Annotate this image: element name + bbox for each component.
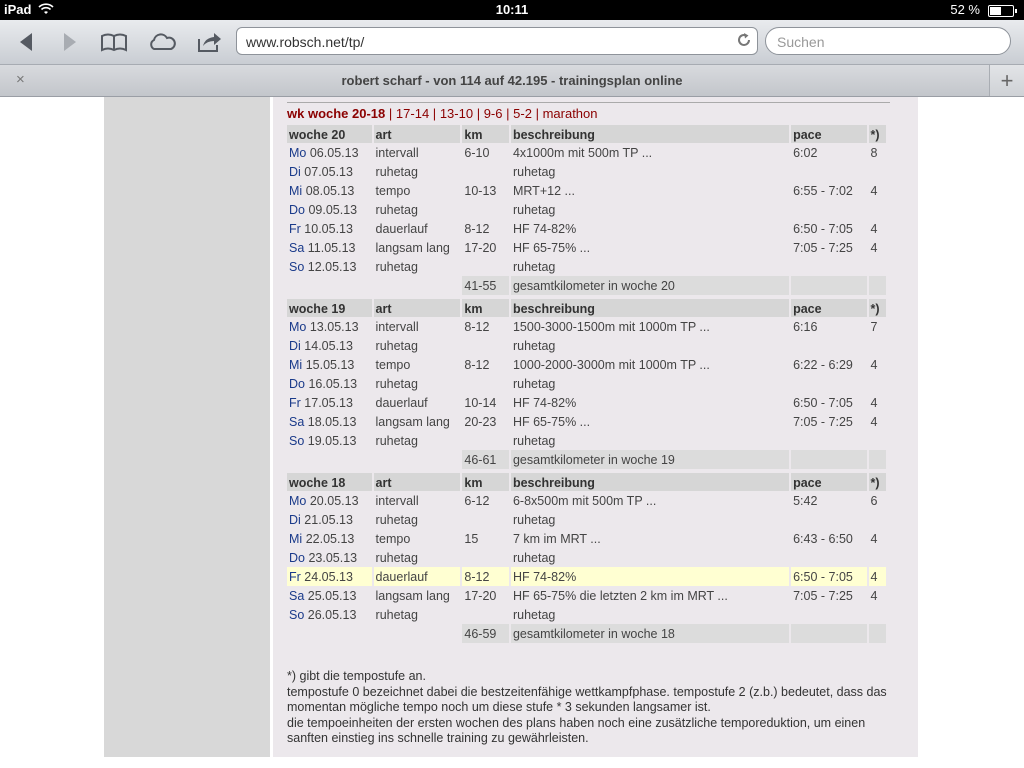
nav-link[interactable]: 13-10 bbox=[439, 106, 474, 121]
pace-cell: 6:55 - 7:02 bbox=[793, 184, 853, 198]
column-header: woche 20 bbox=[287, 125, 372, 143]
date-cell bbox=[287, 605, 372, 624]
description-cell: 1500-3000-1500m mit 1000m TP ... bbox=[512, 320, 710, 334]
footnotes bbox=[287, 669, 890, 747]
table-row[interactable] bbox=[287, 238, 886, 257]
tempo-level-cell bbox=[869, 548, 886, 567]
bookmarks-icon[interactable] bbox=[98, 28, 130, 56]
column-header: km bbox=[462, 473, 509, 491]
week-header-row bbox=[287, 473, 886, 491]
column-header: beschreibung bbox=[511, 299, 789, 317]
column-header: art bbox=[374, 125, 461, 143]
weekday: Fr bbox=[289, 222, 301, 236]
description-cell: 1000-2000-3000m mit 1000m TP ... bbox=[512, 358, 710, 372]
pace-cell: 7:05 - 7:25 bbox=[793, 589, 853, 603]
type-cell: intervall bbox=[375, 494, 419, 508]
type-cell: tempo bbox=[375, 532, 411, 546]
date-cell bbox=[287, 567, 372, 586]
date-cell bbox=[287, 355, 372, 374]
tempo-level-cell bbox=[869, 510, 886, 529]
pace-cell: 6:50 - 7:05 bbox=[793, 222, 853, 236]
empty-cell bbox=[791, 624, 866, 643]
empty-cell bbox=[869, 624, 886, 643]
footnote-line: *) gibt die tempostufe an. bbox=[287, 669, 426, 683]
date: 23.05.13 bbox=[308, 551, 358, 565]
pace-cell bbox=[791, 605, 866, 624]
tempo-level-cell: 4 bbox=[870, 415, 878, 429]
description-cell: 6-8x500m mit 500m TP ... bbox=[512, 494, 657, 508]
km-cell bbox=[462, 510, 509, 529]
sum-text-cell: gesamtkilometer in woche 18 bbox=[511, 624, 789, 643]
weekday: Sa bbox=[289, 589, 305, 603]
weekday: Do bbox=[289, 203, 305, 217]
nav-link[interactable]: wk woche 20-18 bbox=[287, 106, 386, 121]
pace-cell bbox=[791, 374, 866, 393]
date-cell bbox=[287, 317, 372, 336]
tempo-level-cell: 6 bbox=[870, 494, 878, 508]
km-cell: 8-12 bbox=[464, 222, 490, 236]
table-row[interactable] bbox=[287, 510, 886, 529]
type-cell: intervall bbox=[375, 320, 419, 334]
pace-cell: 7:05 - 7:25 bbox=[793, 415, 853, 429]
weekday: So bbox=[289, 260, 305, 274]
pace-cell bbox=[791, 431, 866, 450]
browser-toolbar bbox=[0, 20, 1024, 65]
table-row[interactable] bbox=[287, 257, 886, 276]
date: 16.05.13 bbox=[308, 377, 358, 391]
date-cell bbox=[287, 431, 372, 450]
footnote-line: tempostufe 0 bezeichnet dabei die bestzeitenfähige wettkampfphase. tempostufe 2 (z.b.) bedeutet, dass das momentan mögliche tempo noch um diese stufe * 3 sekunden langsamer ist. bbox=[287, 684, 887, 714]
nav-separator: | bbox=[476, 106, 481, 121]
description-cell: HF 74-82% bbox=[512, 222, 577, 236]
page-sidebar bbox=[104, 97, 270, 757]
column-header: *) bbox=[869, 299, 886, 317]
sum-text-cell: gesamtkilometer in woche 19 bbox=[511, 450, 789, 469]
tempo-level-cell: 4 bbox=[870, 396, 878, 410]
column-header: pace bbox=[791, 125, 866, 143]
date-cell bbox=[287, 336, 372, 355]
weekday: Mo bbox=[289, 494, 307, 508]
date-cell bbox=[287, 412, 372, 431]
type-cell: ruhetag bbox=[375, 608, 418, 622]
date: 18.05.13 bbox=[307, 415, 357, 429]
type-cell: tempo bbox=[375, 358, 411, 372]
km-cell: 10-14 bbox=[464, 396, 497, 410]
description-cell: HF 74-82% bbox=[512, 396, 577, 410]
week-header-row bbox=[287, 299, 886, 317]
sum-km-cell: 41-55 bbox=[462, 276, 509, 295]
description-cell: HF 65-75% die letzten 2 km im MRT ... bbox=[512, 589, 728, 603]
reload-icon[interactable] bbox=[736, 32, 752, 53]
divider bbox=[287, 102, 890, 103]
pace-cell bbox=[791, 200, 866, 219]
km-cell bbox=[462, 605, 509, 624]
icloud-icon[interactable] bbox=[146, 28, 178, 56]
table-row[interactable] bbox=[287, 412, 886, 431]
date: 22.05.13 bbox=[305, 532, 355, 546]
km-cell bbox=[462, 200, 509, 219]
date-cell bbox=[287, 219, 372, 238]
content bbox=[287, 97, 890, 747]
table-row[interactable] bbox=[287, 605, 886, 624]
pace-cell bbox=[791, 336, 866, 355]
km-cell bbox=[462, 336, 509, 355]
date-cell bbox=[287, 162, 372, 181]
type-cell: ruhetag bbox=[375, 513, 418, 527]
nav-separator: | bbox=[535, 106, 539, 121]
type-cell: ruhetag bbox=[375, 260, 418, 274]
table-row[interactable] bbox=[287, 529, 886, 548]
status-bar bbox=[0, 0, 1024, 20]
sum-text-cell: gesamtkilometer in woche 20 bbox=[511, 276, 789, 295]
weekday: Fr bbox=[289, 570, 301, 584]
url-text: www.robsch.net/tp/ bbox=[246, 34, 365, 50]
type-cell: tempo bbox=[375, 184, 411, 198]
pace-cell bbox=[791, 257, 866, 276]
type-cell: langsam lang bbox=[375, 589, 450, 603]
table-row[interactable] bbox=[287, 317, 886, 336]
type-cell: langsam lang bbox=[375, 241, 450, 255]
pace-cell: 6:50 - 7:05 bbox=[791, 567, 866, 586]
date: 26.05.13 bbox=[307, 608, 357, 622]
description-cell: ruhetag bbox=[512, 434, 556, 448]
km-cell bbox=[462, 162, 509, 181]
weekday: So bbox=[289, 608, 305, 622]
description-cell: ruhetag bbox=[512, 608, 556, 622]
table-row[interactable] bbox=[287, 162, 886, 181]
tempo-level-cell: 8 bbox=[870, 146, 878, 160]
weekday: Mo bbox=[289, 146, 307, 160]
nav-link[interactable]: 17-14 bbox=[395, 106, 430, 121]
description-cell: 4x1000m mit 500m TP ... bbox=[512, 146, 653, 160]
weekday: Di bbox=[289, 339, 301, 353]
km-cell: 20-23 bbox=[464, 415, 497, 429]
weekday: Fr bbox=[289, 396, 301, 410]
weekday: Mo bbox=[289, 320, 307, 334]
column-header: woche 18 bbox=[287, 473, 372, 491]
empty-cell bbox=[374, 624, 461, 643]
nav-separator: | bbox=[388, 106, 393, 121]
description-cell: MRT+12 ... bbox=[512, 184, 575, 198]
weekday: Mi bbox=[289, 532, 303, 546]
weekday: Sa bbox=[289, 241, 305, 255]
date: 17.05.13 bbox=[304, 396, 353, 410]
tempo-level-cell bbox=[869, 200, 886, 219]
date: 25.05.13 bbox=[307, 589, 357, 603]
date-cell bbox=[287, 257, 372, 276]
weekday: Mi bbox=[289, 184, 303, 198]
table-row[interactable] bbox=[287, 200, 886, 219]
description-cell: 7 km im MRT ... bbox=[512, 532, 601, 546]
weekday: So bbox=[289, 434, 305, 448]
empty-cell bbox=[374, 276, 461, 295]
empty-cell bbox=[287, 276, 372, 295]
description-cell: HF 65-75% ... bbox=[512, 241, 591, 255]
date: 14.05.13 bbox=[304, 339, 353, 353]
date: 20.05.13 bbox=[309, 494, 359, 508]
type-cell: ruhetag bbox=[375, 339, 418, 353]
description-cell: ruhetag bbox=[512, 165, 556, 179]
pace-cell: 7:05 - 7:25 bbox=[793, 241, 853, 255]
type-cell: ruhetag bbox=[375, 377, 418, 391]
type-cell: langsam lang bbox=[375, 415, 450, 429]
empty-cell bbox=[869, 276, 886, 295]
empty-cell bbox=[791, 276, 866, 295]
date-cell bbox=[287, 586, 372, 605]
date-cell bbox=[287, 238, 372, 257]
tab-bar bbox=[0, 65, 1024, 97]
date: 07.05.13 bbox=[304, 165, 353, 179]
nav-separator: | bbox=[432, 106, 437, 121]
tempo-level-cell: 4 bbox=[870, 589, 878, 603]
date: 12.05.13 bbox=[307, 260, 357, 274]
week-sum-row bbox=[287, 450, 886, 469]
tempo-level-cell bbox=[869, 336, 886, 355]
pace-cell bbox=[791, 548, 866, 567]
pace-cell: 6:22 - 6:29 bbox=[793, 358, 853, 372]
tempo-level-cell bbox=[869, 162, 886, 181]
description-cell: HF 74-82% bbox=[511, 567, 789, 586]
empty-cell bbox=[869, 450, 886, 469]
pace-cell: 6:43 - 6:50 bbox=[793, 532, 853, 546]
description-cell: ruhetag bbox=[512, 513, 556, 527]
km-cell bbox=[462, 257, 509, 276]
weekday: Do bbox=[289, 377, 305, 391]
tab-title[interactable]: robert scharf - von 114 auf 42.195 - trainingsplan online bbox=[341, 73, 683, 88]
km-cell: 6-10 bbox=[464, 146, 490, 160]
table-row[interactable] bbox=[287, 355, 886, 374]
column-header: beschreibung bbox=[511, 125, 789, 143]
type-cell: ruhetag bbox=[375, 203, 418, 217]
description-cell: ruhetag bbox=[512, 551, 556, 565]
url-field[interactable] bbox=[236, 27, 758, 55]
table-row[interactable] bbox=[287, 431, 886, 450]
pace-cell: 6:16 bbox=[793, 320, 818, 334]
column-header: pace bbox=[791, 473, 866, 491]
table-row[interactable] bbox=[287, 586, 886, 605]
nav-separator: | bbox=[506, 106, 510, 121]
week-sum-row bbox=[287, 624, 886, 643]
pace-cell: 6:50 - 7:05 bbox=[793, 396, 853, 410]
tempo-level-cell: 4 bbox=[870, 241, 878, 255]
tempo-level-cell: 7 bbox=[870, 320, 878, 334]
nav-link[interactable]: marathon bbox=[542, 106, 598, 121]
date-cell bbox=[287, 510, 372, 529]
km-cell bbox=[462, 374, 509, 393]
km-cell: 8-12 bbox=[464, 358, 490, 372]
nav-link[interactable]: 9-6 bbox=[483, 106, 503, 121]
battery-icon bbox=[988, 5, 1014, 17]
clock: 10:11 bbox=[495, 2, 529, 17]
share-icon[interactable] bbox=[193, 28, 225, 56]
table-row[interactable] bbox=[287, 491, 886, 510]
table-row[interactable] bbox=[287, 374, 886, 393]
date-cell bbox=[287, 529, 372, 548]
search-field[interactable] bbox=[765, 27, 1011, 55]
tab-close-icon[interactable]: × bbox=[16, 71, 25, 88]
km-cell: 17-20 bbox=[464, 241, 497, 255]
date-cell bbox=[287, 491, 372, 510]
column-header: km bbox=[462, 299, 509, 317]
description-cell: ruhetag bbox=[512, 260, 556, 274]
km-cell: 6-12 bbox=[464, 494, 490, 508]
table-row[interactable] bbox=[287, 548, 886, 567]
new-tab-button[interactable]: + bbox=[989, 65, 1024, 96]
tempo-level-cell bbox=[869, 374, 886, 393]
battery-percent: 52 % bbox=[950, 2, 980, 17]
tempo-level-cell bbox=[869, 257, 886, 276]
empty-cell bbox=[791, 450, 866, 469]
tempo-level-cell bbox=[869, 605, 886, 624]
column-header: km bbox=[462, 125, 509, 143]
date-cell bbox=[287, 200, 372, 219]
footnote-line: die tempoeinheiten der ersten wochen des plans haben noch eine zusätzliche temporeduktion, um einen sanften einstieg ins schnelle training zu gewährleisten. bbox=[287, 715, 866, 745]
forward-icon[interactable] bbox=[54, 28, 86, 56]
tempo-level-cell: 4 bbox=[870, 184, 878, 198]
carrier-label: iPad bbox=[4, 2, 32, 17]
description-cell: HF 65-75% ... bbox=[512, 415, 591, 429]
date: 21.05.13 bbox=[304, 513, 353, 527]
web-page bbox=[0, 97, 1024, 768]
date: 10.05.13 bbox=[304, 222, 353, 236]
date-cell bbox=[287, 374, 372, 393]
empty-cell bbox=[287, 450, 372, 469]
table-row[interactable] bbox=[287, 181, 886, 200]
tempo-level-cell bbox=[869, 431, 886, 450]
weekday: Di bbox=[289, 165, 301, 179]
date-cell bbox=[287, 548, 372, 567]
empty-cell bbox=[287, 624, 372, 643]
tempo-level-cell: 4 bbox=[869, 567, 886, 586]
table-row[interactable] bbox=[287, 393, 886, 412]
date-cell bbox=[287, 143, 372, 162]
type-cell: intervall bbox=[375, 146, 419, 160]
date: 09.05.13 bbox=[308, 203, 358, 217]
sum-km-cell: 46-59 bbox=[462, 624, 509, 643]
training-plan-table bbox=[285, 125, 888, 643]
description-cell: ruhetag bbox=[512, 203, 556, 217]
tempo-level-cell: 4 bbox=[870, 532, 878, 546]
date: 06.05.13 bbox=[309, 146, 359, 160]
km-cell: 17-20 bbox=[464, 589, 497, 603]
column-header: pace bbox=[791, 299, 866, 317]
week-sum-row bbox=[287, 276, 886, 295]
date: 19.05.13 bbox=[307, 434, 357, 448]
table-row[interactable] bbox=[287, 143, 886, 162]
nav-link[interactable]: 5-2 bbox=[513, 106, 532, 121]
week-navigation bbox=[287, 106, 890, 125]
column-header: beschreibung bbox=[511, 473, 789, 491]
description-cell: ruhetag bbox=[512, 377, 556, 391]
type-cell: ruhetag bbox=[375, 551, 418, 565]
date: 24.05.13 bbox=[304, 570, 353, 584]
column-header: *) bbox=[869, 125, 886, 143]
km-cell bbox=[462, 548, 509, 567]
pace-cell: 6:02 bbox=[793, 146, 818, 160]
empty-cell bbox=[374, 450, 461, 469]
type-cell: ruhetag bbox=[375, 434, 418, 448]
date: 11.05.13 bbox=[307, 241, 356, 255]
weekday: Mi bbox=[289, 358, 303, 372]
km-cell: 15 bbox=[464, 532, 479, 546]
column-header: woche 19 bbox=[287, 299, 372, 317]
date: 13.05.13 bbox=[309, 320, 359, 334]
pace-cell bbox=[791, 162, 866, 181]
km-cell: 8-12 bbox=[464, 320, 490, 334]
week-header-row bbox=[287, 125, 886, 143]
type-cell: dauerlauf bbox=[375, 222, 428, 236]
search-placeholder: Suchen bbox=[777, 34, 825, 50]
type-cell: ruhetag bbox=[375, 165, 418, 179]
date-cell bbox=[287, 181, 372, 200]
table-row[interactable] bbox=[287, 219, 886, 238]
back-icon[interactable] bbox=[10, 28, 42, 56]
table-row[interactable] bbox=[287, 336, 886, 355]
km-cell: 8-12 bbox=[462, 567, 509, 586]
sum-km-cell: 46-61 bbox=[462, 450, 509, 469]
date-cell bbox=[287, 393, 372, 412]
type-cell: dauerlauf bbox=[374, 567, 461, 586]
date: 15.05.13 bbox=[305, 358, 355, 372]
pace-cell bbox=[791, 510, 866, 529]
tempo-level-cell: 4 bbox=[870, 358, 878, 372]
type-cell: dauerlauf bbox=[375, 396, 428, 410]
pace-cell: 5:42 bbox=[793, 494, 818, 508]
weekday: Di bbox=[289, 513, 301, 527]
table-row[interactable] bbox=[287, 567, 886, 586]
date: 08.05.13 bbox=[305, 184, 355, 198]
column-header: art bbox=[374, 473, 461, 491]
weekday: Sa bbox=[289, 415, 305, 429]
weekday: Do bbox=[289, 551, 305, 565]
km-cell: 10-13 bbox=[464, 184, 497, 198]
column-header: art bbox=[374, 299, 461, 317]
description-cell: ruhetag bbox=[512, 339, 556, 353]
tempo-level-cell: 4 bbox=[870, 222, 878, 236]
km-cell bbox=[462, 431, 509, 450]
column-header: *) bbox=[869, 473, 886, 491]
